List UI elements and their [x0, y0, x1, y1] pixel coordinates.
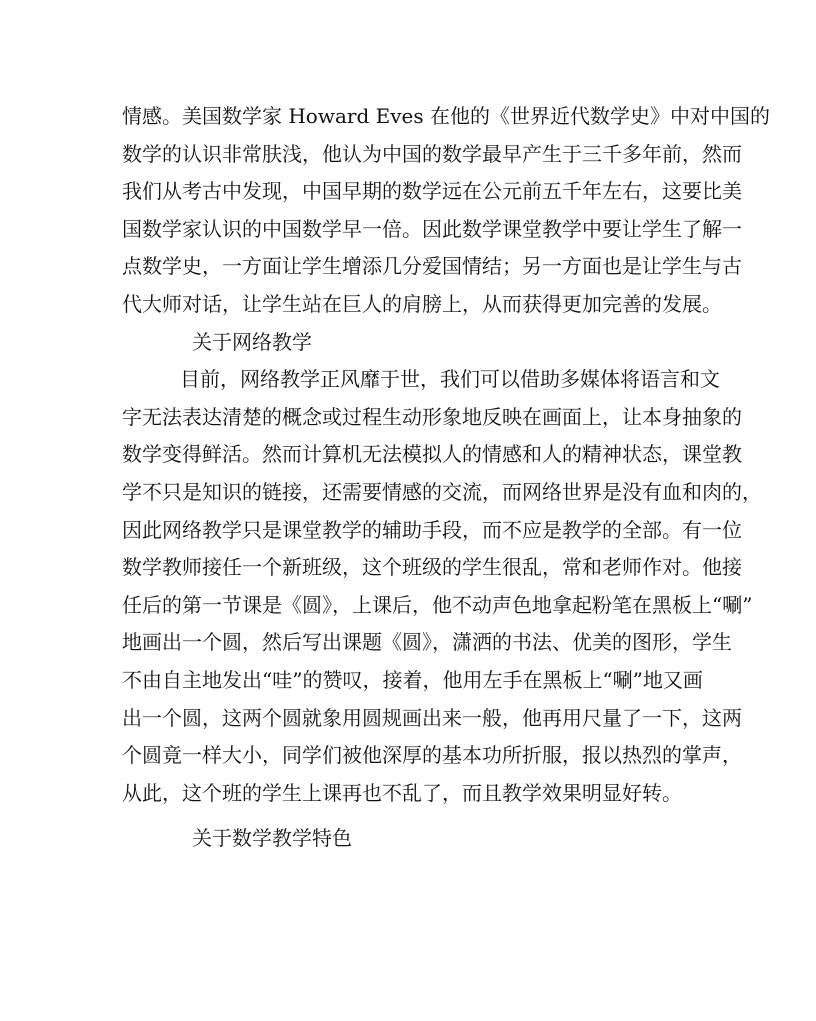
text-line: 地画出一个圆，然后写出课题《圆》，潇洒的书法、优美的图形，学生: [122, 630, 732, 655]
text-line: 个圆竟一样大小，同学们被他深厚的基本功所折服，报以热烈的掌声，: [122, 743, 742, 768]
section-heading-teaching-features: 关于数学教学特色: [192, 826, 352, 851]
paragraph-network-teaching: [122, 361, 762, 812]
text-line: 我们从考古中发现，中国早期的数学远在公元前五千年左右，这要比美: [122, 179, 742, 204]
section-heading-network-teaching: 关于网络教学: [192, 329, 312, 354]
text-line: 代大师对话，让学生站在巨人的肩膀上，从而获得更加完善的发展。: [122, 291, 722, 316]
text-line: 字无法表达清楚的概念或过程生动形象地反映在画面上，让本身抽象的: [122, 404, 742, 429]
text-line: 不由自主地发出“哇”的赞叹，接着，他用左手在黑板上“唰”地又画: [122, 667, 703, 692]
text-line: 数学变得鲜活。然而计算机无法模拟人的情感和人的精神状态，课堂教: [122, 442, 742, 467]
text-line: 从此，这个班的学生上课再也不乱了，而且教学效果明显好转。: [122, 780, 682, 805]
text-line: 出一个圆，这两个圆就象用圆规画出来一般，他再用尺量了一下，这两: [122, 705, 742, 730]
text-line: 学不只是知识的链接，还需要情感的交流，而网络世界是没有血和肉的，: [122, 479, 762, 504]
text-line: 国数学家认识的中国数学早一倍。因此数学课堂教学中要让学生了解一: [122, 216, 742, 241]
paragraph-patriotism: [122, 98, 770, 324]
document-page: [122, 98, 770, 858]
text-line: 任后的第一节课是《圆》，上课后，他不动声色地拿起粉笔在黑板上“唰”: [122, 592, 753, 617]
text-line: 数学教师接任一个新班级，这个班级的学生很乱，常和老师作对。他接: [122, 555, 742, 580]
text-line: 目前，网络教学正风靡于世，我们可以借助多媒体将语言和文: [180, 367, 720, 392]
text-line: 因此网络教学只是课堂教学的辅助手段，而不应是教学的全部。有一位: [122, 517, 742, 542]
text-line: 数学的认识非常肤浅，他认为中国的数学最早产生于三千多年前，然而: [122, 141, 742, 166]
text-line: 情感。美国数学家 Howard Eves 在他的《世界近代数学史》中对中国的: [122, 104, 770, 128]
text-line: 点数学史，一方面让学生增添几分爱国情结；另一方面也是让学生与古: [122, 254, 742, 279]
